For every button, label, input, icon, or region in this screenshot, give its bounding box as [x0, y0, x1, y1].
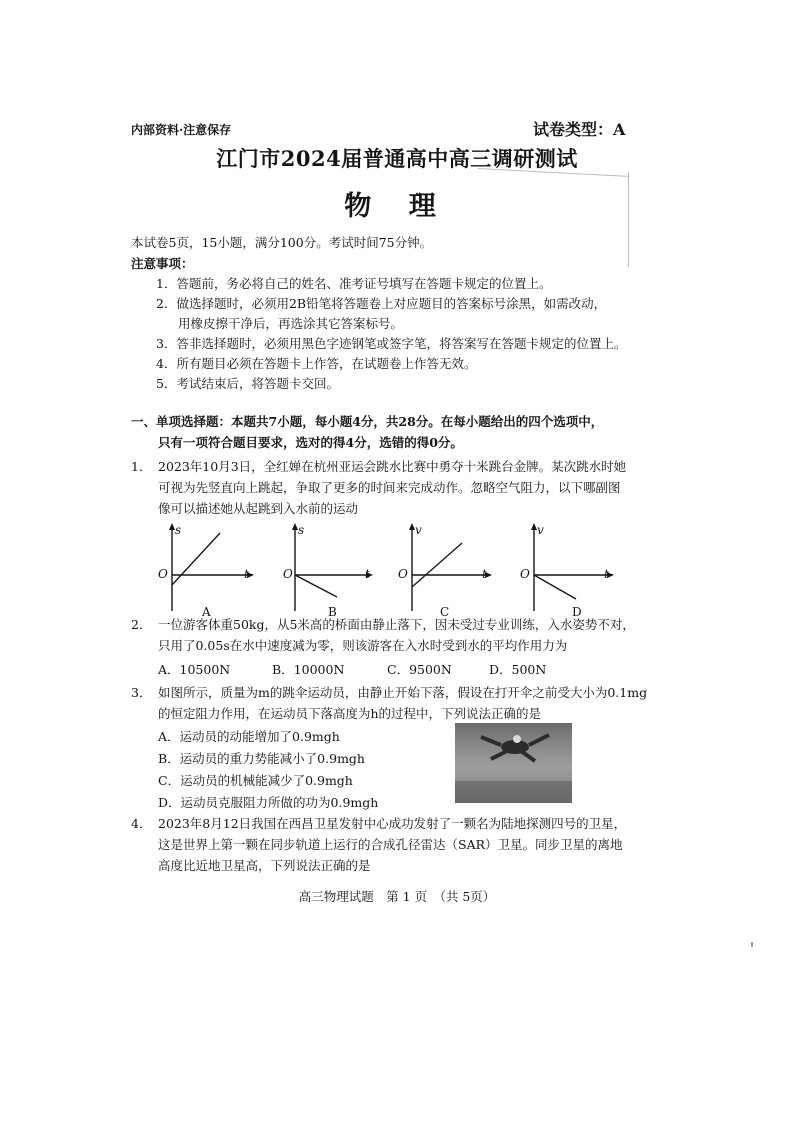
answer-option: B．10000N	[272, 662, 345, 677]
exam-title: 江门市2024届普通高中高三调研测试	[216, 146, 578, 171]
question-text: 一位游客体重50kg，从5米高的桥面由静止落下，因未受过专业训练，入水姿势不对，	[158, 617, 635, 632]
origin-label: O	[283, 567, 293, 581]
answer-option: A．10500N	[158, 662, 231, 677]
option-label: C	[440, 605, 450, 619]
paper-type: 试卷类型：A	[533, 120, 626, 139]
option-label: B	[328, 605, 337, 619]
answer-option: A．运动员的动能增加了0.9mgh	[158, 729, 340, 744]
question-text: 只用了0.05s在水中速度减为零，则该游客在入水时受到水的平均作用力为	[158, 638, 568, 653]
question-text: 这是世界上第一颗在同步轨道上运行的合成孔径雷达（SAR）卫星。同步卫星的离地	[158, 837, 623, 852]
axis-label-t: t	[482, 567, 487, 581]
note-item: 5．考试结束后，将答题卡交回。	[156, 376, 339, 391]
axis-label-t: t	[365, 567, 370, 581]
origin-label: O	[158, 567, 168, 581]
graph-line	[172, 533, 220, 585]
axis-label-y: s	[175, 523, 182, 537]
question-text: 像可以描述她从起跳到入水前的运动	[158, 501, 359, 516]
option-label: D	[572, 605, 582, 619]
question-text: 如图所示，质量为m的跳伞运动员，由静止开始下落，假设在打开伞之前受大小为0.1mg	[158, 685, 648, 700]
option-label: A	[202, 605, 211, 619]
confidential-note: 内部资料·注意保存	[131, 123, 232, 137]
graph-line	[534, 575, 576, 599]
graph-option-b	[281, 521, 381, 625]
question-text: 2023年10月3日，全红婵在杭州亚运会跳水比赛中勇夺十米跳台金牌。某次跳水时她	[158, 459, 627, 474]
question-number: 4．	[131, 816, 152, 831]
note-item: 4．所有题目必须在答题卡上作答，在试题卷上作答无效。	[156, 356, 477, 371]
subject-title: 物 理	[344, 191, 450, 222]
origin-label: O	[520, 567, 530, 581]
section-heading: 一、单项选择题：本题共7小题，每小题4分，共28分。在每小题给出的四个选项中，	[131, 414, 604, 429]
question-number: 1．	[131, 459, 152, 474]
axis-label-y: v	[415, 523, 422, 537]
question-text: 的恒定阻力作用，在运动员下落高度为h的过程中，下列说法正确的是	[158, 706, 542, 721]
note-item: 3．答非选择题时，必须用黑色字迹钢笔或签字笔，将答案写在答题卡规定的位置上。	[156, 336, 627, 351]
note-item: 1．答题前，务必将自己的姓名、准考证号填写在答题卡规定的位置上。	[156, 276, 552, 291]
question-text: 高度比近地卫星高，下列说法正确的是	[158, 858, 371, 873]
question-number: 2．	[131, 617, 152, 632]
origin-label: O	[398, 567, 408, 581]
graph-line	[295, 575, 337, 597]
note-item: 用橡皮擦干净后，再选涂其它答案标号。	[178, 316, 404, 331]
graph-option-a	[156, 521, 256, 625]
section-heading: 只有一项符合题目要求，选对的得4分，选错的得0分。	[158, 435, 463, 450]
graph-option-c	[396, 521, 496, 625]
answer-option: C．运动员的机械能减少了0.9mgh	[158, 773, 353, 788]
question-text: 2023年8月12日我国在西昌卫星发射中心成功发射了一颗名为陆地探测四号的卫星，	[158, 816, 627, 831]
question-number: 3．	[131, 685, 152, 700]
answer-option: D．500N	[489, 662, 547, 677]
answer-option: B．运动员的重力势能减小了0.9mgh	[158, 751, 365, 766]
axis-label-y: s	[298, 523, 305, 537]
answer-option: D．运动员克服阻力所做的功为0.9mgh	[158, 795, 379, 810]
notes-title: 注意事项：	[131, 256, 194, 271]
answer-option: C．9500N	[387, 662, 452, 677]
graph-line	[412, 543, 462, 587]
question-text: 可视为先竖直向上跳起，争取了更多的时间来完成动作。忽略空气阻力，以下哪副图	[158, 480, 621, 495]
exam-intro: 本试卷5页，15小题，满分100分。考试时间75分钟。	[131, 235, 433, 250]
graph-option-d	[518, 521, 618, 625]
note-item: 2．做选择题时，必须用2B铅笔将答题卷上对应题目的答案标号涂黑，如需改动，	[156, 296, 607, 311]
page-footer: 高三物理试题 第 1 页 （共 5页）	[298, 889, 496, 904]
scan-speck	[751, 942, 753, 947]
skydiver-photo	[455, 723, 572, 803]
axis-label-t: t	[604, 567, 609, 581]
axis-label-t: t	[244, 567, 249, 581]
axis-label-y: v	[537, 523, 544, 537]
